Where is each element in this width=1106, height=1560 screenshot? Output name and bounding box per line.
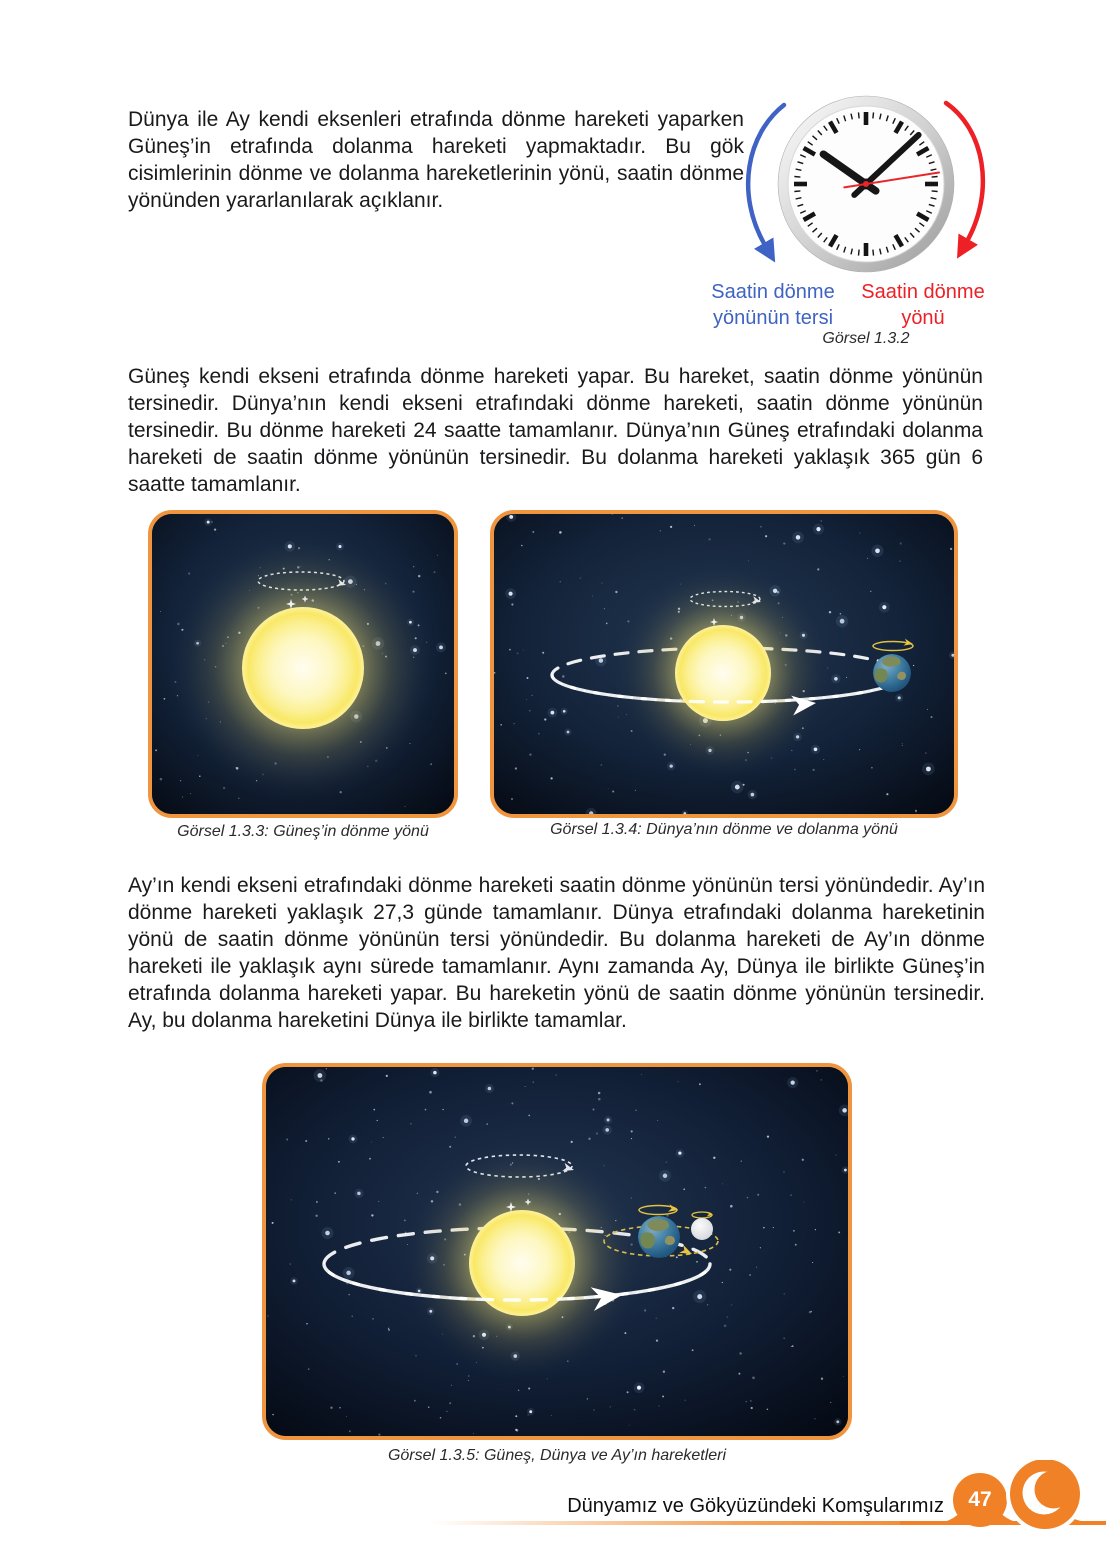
clock-illustration [732, 93, 1000, 279]
footer-chapter-title: Dünyamız ve Gökyüzündeki Komşularımız [567, 1495, 944, 1517]
sun-rotation-art [152, 514, 454, 814]
figure-sun-rotation [148, 510, 458, 818]
page-number: 47 [968, 1488, 992, 1511]
earth [638, 1216, 680, 1258]
paragraph-moon: Ay’ın kendi ekseni etrafındaki dönme hareketi saatin dönme yönünün tersi yönündedir. Ay’ın dönme hareketi yaklaşık 27,3 günde tamamlanır. Dünya etrafındaki dolanma hareketinin yönü de saatin dönme yönünün tersi yönündedir. Bu dolanma hareketi de Ay’ın dönme hareketi ile yaklaşık aynı sürede tamamlanır. Aynı zamanda Ay, Dünya ile birlikte Güneş’in etrafında dolanma hareketi yapar. Bu hareketin yönü de saatin dönme yönünün tersinedir. Ay, bu dolanma hareketini Dünya ile birlikte tamamlar. [128, 874, 985, 1032]
second-hand-hub [863, 181, 869, 187]
earth-orbit-art [494, 514, 954, 814]
clock-caption: Görsel 1.3.2 [822, 330, 910, 347]
caption-sun-earth-moon: Görsel 1.3.5: Güneş, Dünya ve Ay’ın hareketleri [387, 1447, 727, 1464]
sun [242, 607, 364, 729]
figure-sun-earth-moon [262, 1063, 852, 1440]
caption-earth-orbit: Görsel 1.3.4: Dünya’nın dönme ve dolanma yönü [550, 821, 898, 838]
sun [675, 625, 771, 721]
sun-earth-moon-art [266, 1067, 848, 1436]
paragraph-intro: Dünya ile Ay kendi eksenleri etrafında dönme hareketi yaparken Güneş’in etrafında dolanma hareketi yapmaktadır. Bu gök cisimlerinin dönme ve dolanma hareketlerinin yönü, saatin dönme yönünden yararlanılarak açıklanır. [128, 108, 744, 212]
moon [691, 1218, 713, 1240]
counterclockwise-label: Saatin dönme yönünün tersi [711, 281, 835, 329]
earth [873, 654, 911, 692]
figure-earth-orbit [490, 510, 958, 818]
caption-sun-rotation: Görsel 1.3.3: Güneş’in dönme yönü [177, 823, 429, 840]
crescent-cutout [1035, 1471, 1073, 1509]
paragraph-sun-earth: Güneş kendi ekseni etrafında dönme hareketi yapar. Bu hareket, saatin dönme yönünün tersinedir. Dünya’nın kendi ekseni etrafındaki dönme hareketi, saatin dönme yönünün tersinedir. Bu dönme hareketi 24 saatte tamamlanır. Dünya’nın Güneş etrafındaki dolanma hareketi de saatin dönme yönünün tersinedir. Bu dolanma hareketi yaklaşık 365 gün 6 saatte tamamlanır. [128, 365, 983, 496]
clockwise-label: Saatin dönme yönü [861, 281, 985, 329]
